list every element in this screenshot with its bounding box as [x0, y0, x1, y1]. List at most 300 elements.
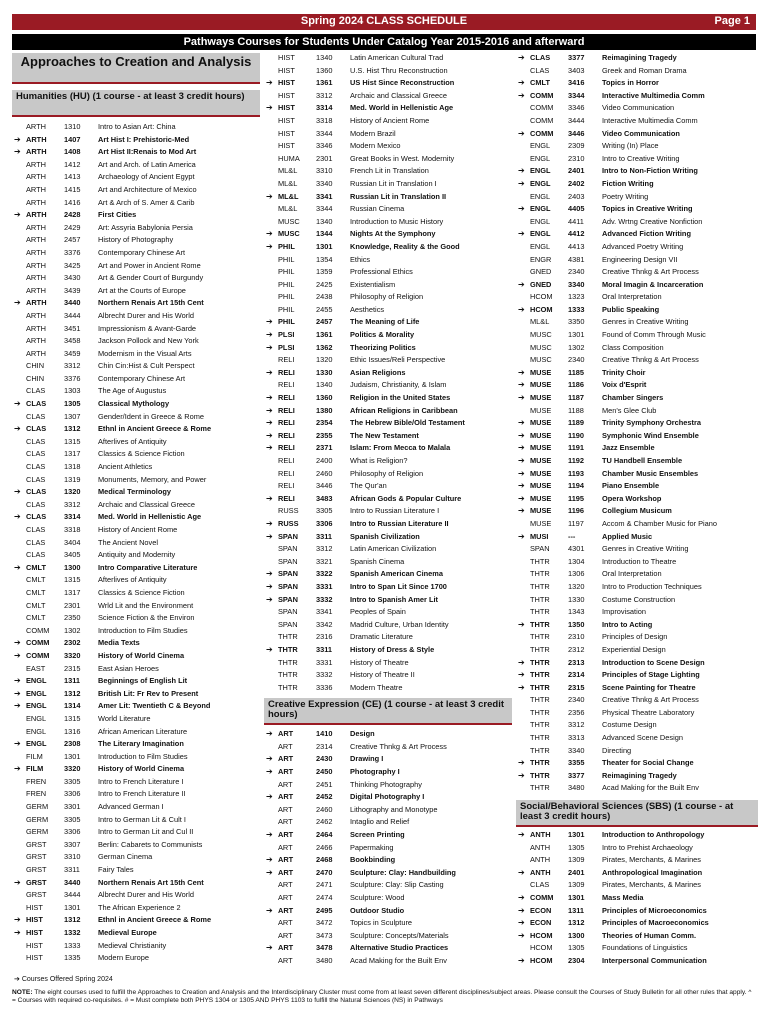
course-row	[516, 732, 758, 745]
course-number: 1307	[64, 411, 81, 421]
course-number: 2470	[316, 867, 333, 877]
course-row	[516, 291, 758, 304]
course-title: Voix d'Esprit	[602, 380, 647, 390]
course-subject: HIST	[278, 90, 295, 100]
course-number: 4405	[568, 204, 585, 214]
arrow-icon: ➔	[266, 241, 273, 251]
course-title: East Asian Heroes	[98, 663, 159, 673]
course-row	[264, 279, 512, 292]
course-title: History of Theatre	[350, 657, 409, 667]
course-subject: CLAS	[26, 449, 46, 459]
course-subject: ART	[278, 792, 294, 802]
course-subject: HIST	[26, 902, 43, 912]
course-title: Physical Theatre Laboratory	[602, 707, 695, 717]
course-number: 3444	[64, 310, 81, 320]
course-row	[12, 209, 260, 222]
course-subject: CLAS	[26, 512, 47, 522]
course-title: First Cities	[98, 210, 137, 220]
course-title: Directing	[602, 745, 632, 755]
course-row	[516, 455, 758, 468]
course-number: 3320	[64, 764, 81, 774]
course-title: History of Dress & Style	[350, 644, 435, 654]
course-subject: MUSE	[530, 393, 552, 403]
course-subject: ENGL	[530, 241, 551, 251]
arrow-icon: ➔	[518, 393, 525, 403]
course-title: Costume Design	[602, 720, 657, 730]
course-row	[516, 594, 758, 607]
course-number: 1197	[568, 518, 584, 528]
arrow-icon: ➔	[266, 905, 273, 915]
course-subject: CMLT	[26, 575, 46, 585]
course-row	[12, 877, 260, 890]
arrow-icon: ➔	[14, 512, 21, 522]
course-subject: MUSC	[278, 216, 300, 226]
course-title: Northern Renais Art 15th Cent	[98, 298, 204, 308]
course-subject: GRST	[26, 839, 47, 849]
course-number: 3405	[64, 550, 81, 560]
course-list-social-behavioral	[516, 829, 758, 968]
course-row	[264, 191, 512, 204]
arrow-icon: ➔	[266, 518, 273, 528]
course-title: Introduction to Film Studies	[98, 625, 188, 635]
course-row	[12, 675, 260, 688]
arrow-icon: ➔	[266, 792, 273, 802]
arrow-icon: ➔	[266, 418, 273, 428]
course-title: The Ancient Novel	[98, 537, 158, 547]
course-title: Mass Media	[602, 893, 644, 902]
course-subject: ART	[278, 893, 293, 902]
course-row	[264, 90, 512, 103]
arrow-icon: ➔	[518, 905, 525, 915]
course-number: 2460	[316, 468, 333, 478]
course-row	[516, 254, 758, 267]
course-number: 1320	[316, 355, 333, 365]
arrow-icon: ➔	[266, 644, 273, 654]
course-row	[264, 594, 512, 607]
course-subject: ARTH	[26, 285, 46, 295]
course-subject: CHIN	[26, 361, 45, 371]
course-subject: ANTH	[530, 867, 551, 877]
course-number: 3310	[64, 852, 81, 862]
course-number: 1413	[64, 172, 81, 182]
course-title: Northern Renais Art 15th Cent	[98, 877, 204, 887]
course-title: Engineering Design VII	[602, 254, 678, 264]
course-title: Art at the Courts of Europe	[98, 285, 186, 295]
course-row	[264, 379, 512, 392]
course-row	[12, 285, 260, 298]
course-row	[12, 914, 260, 927]
course-title: Intro to French Literature I	[98, 776, 184, 786]
course-subject: ECON	[530, 918, 552, 928]
arrow-icon: ➔	[266, 78, 273, 88]
course-subject: THTR	[530, 632, 550, 642]
course-subject: GRST	[26, 865, 47, 875]
course-row	[516, 304, 758, 317]
course-number: 1359	[316, 267, 333, 277]
course-subject: HIST	[278, 53, 295, 62]
course-number: 1193	[568, 468, 585, 478]
course-title: Symphonic Wind Ensemble	[602, 430, 699, 440]
course-number: 1315	[64, 436, 81, 446]
course-title: Sculpture: Clay: Handbuilding	[350, 867, 456, 877]
course-row	[264, 606, 512, 619]
course-row	[516, 228, 758, 241]
main-heading: Approaches to Creation and Analysis	[12, 53, 260, 84]
course-title: Accom & Chamber Music for Piano	[602, 518, 718, 528]
course-title: Principles of Macroeconomics	[602, 918, 709, 928]
course-subject: HIST	[278, 78, 295, 88]
course-title: Dramatic Literature	[350, 632, 413, 642]
page-number: Page 1	[714, 15, 750, 27]
arrow-icon: ➔	[266, 754, 273, 764]
course-title: Art Hist I: Prehistoric-Med	[98, 134, 190, 144]
course-subject: HCOM	[530, 955, 553, 965]
course-title: Ethics	[350, 254, 371, 264]
course-subject: HIST	[26, 928, 43, 937]
arrow-icon: ➔	[14, 638, 21, 648]
course-row	[264, 329, 512, 342]
course-title: Art and Power in Ancient Rome	[98, 260, 201, 270]
arrow-icon: ➔	[14, 764, 21, 774]
course-title: Oral Interpretation	[602, 569, 662, 579]
course-row	[12, 134, 260, 147]
subheader-bar: Pathways Courses for Students Under Catalog Year 2015-2016 and afterward	[12, 34, 756, 50]
course-title: Medical Terminology	[98, 487, 171, 497]
course-row	[516, 531, 758, 544]
course-number: 1301	[568, 830, 585, 840]
course-subject: CMLT	[26, 613, 46, 623]
course-number: 1340	[316, 53, 333, 62]
course-number: 1333	[64, 940, 81, 950]
arrow-icon: ➔	[266, 729, 273, 739]
course-subject: ART	[278, 754, 294, 764]
course-number: 2340	[568, 267, 585, 277]
course-title: Archaic and Classical Greece	[350, 90, 447, 100]
course-number: 1323	[568, 292, 585, 302]
course-row	[264, 291, 512, 304]
course-number: 3313	[568, 733, 585, 743]
course-title: Piano Ensemble	[602, 481, 660, 491]
course-number: 1335	[64, 953, 81, 963]
legend	[14, 975, 113, 983]
course-number: 1186	[568, 380, 585, 390]
course-title: Reimagining Tragedy	[602, 770, 677, 780]
course-subject: GERM	[26, 814, 49, 824]
column-1	[12, 52, 260, 965]
course-number: 1311	[568, 905, 585, 915]
course-subject: MUSE	[530, 506, 552, 516]
arrow-icon: ➔	[266, 229, 273, 239]
course-title: Advanced Scene Design	[602, 733, 683, 743]
course-title: Intro to Non-Fiction Writing	[602, 166, 698, 176]
course-title: Latin American Cultural Trad	[350, 53, 444, 62]
course-subject: HIST	[278, 115, 295, 125]
arrow-icon: ➔	[14, 562, 21, 572]
course-subject: MUSE	[530, 430, 552, 440]
arrow-icon: ➔	[518, 481, 525, 491]
course-subject: MUSE	[530, 456, 552, 465]
course-subject: RELI	[278, 443, 295, 453]
course-row	[516, 770, 758, 783]
course-title: History of World Cinema	[98, 650, 185, 660]
course-title: Madrid Culture, Urban Identity	[350, 619, 449, 629]
arrow-icon: ➔	[14, 298, 21, 308]
course-number: 3444	[64, 890, 81, 900]
course-number: 3336	[316, 682, 333, 692]
course-row	[516, 719, 758, 732]
course-number: 1320	[568, 581, 585, 591]
course-number: 3444	[568, 115, 585, 125]
course-subject: HIST	[278, 141, 295, 151]
course-row	[12, 688, 260, 701]
course-row	[12, 537, 260, 550]
course-subject: GRST	[26, 852, 47, 862]
course-row	[264, 442, 512, 455]
arrow-icon: ➔	[518, 955, 525, 965]
course-title: Photography I	[350, 767, 400, 777]
arrow-icon: ➔	[518, 456, 525, 465]
course-number: 1302	[568, 342, 585, 352]
course-subject: SPAN	[278, 544, 298, 554]
course-number: 2401	[568, 166, 585, 176]
course-subject: THTR	[530, 783, 550, 793]
course-row	[12, 549, 260, 562]
course-title: Lithography and Monotype	[350, 804, 438, 814]
arrow-icon: ➔	[14, 928, 21, 937]
course-number: 3440	[64, 877, 81, 887]
course-title: Theories of Human Comm.	[602, 930, 697, 940]
course-number: 2468	[316, 855, 333, 865]
course-number: 3483	[316, 493, 333, 503]
course-subject: ENGL	[530, 191, 551, 201]
course-subject: ART	[278, 955, 293, 965]
course-title: Existentialism	[350, 279, 396, 289]
course-subject: RELI	[278, 355, 295, 365]
arrow-icon: ➔	[518, 867, 525, 877]
course-row	[264, 568, 512, 581]
course-row	[12, 222, 260, 235]
course-title: Applied Music	[602, 531, 653, 541]
course-title: The Qur'an	[350, 481, 387, 491]
course-number: 1301	[64, 751, 81, 761]
course-row	[264, 682, 512, 695]
course-number: 4413	[568, 241, 585, 251]
course-subject: MUSE	[530, 468, 552, 478]
course-subject: MUSC	[530, 355, 552, 365]
course-title: Writing (In) Place	[602, 141, 659, 151]
course-title: Art: Assyria Babylonia Persia	[98, 222, 193, 232]
course-subject: RELI	[278, 393, 295, 403]
course-row	[516, 879, 758, 892]
course-row	[264, 543, 512, 556]
course-row	[516, 745, 758, 758]
course-title: Modern Europe	[98, 953, 149, 963]
course-number: 1309	[568, 880, 585, 890]
course-row	[264, 804, 512, 817]
course-subject: RELI	[278, 430, 295, 440]
course-subject: HIST	[26, 940, 43, 950]
course-list-humanities	[12, 121, 260, 965]
course-subject: ARTH	[26, 122, 46, 131]
course-number: 3306	[316, 518, 333, 528]
course-row	[264, 493, 512, 506]
course-row	[264, 266, 512, 279]
course-row	[12, 826, 260, 839]
arrow-icon: ➔	[518, 279, 525, 289]
course-number: 1301	[316, 241, 333, 251]
course-title: Islam: From Mecca to Malala	[350, 443, 451, 453]
course-title: African American Literature	[98, 726, 188, 736]
arrow-icon: ➔	[14, 701, 21, 711]
course-number: 2452	[316, 792, 333, 802]
course-row	[516, 829, 758, 842]
arrow-icon: ➔	[518, 758, 525, 768]
course-subject: ML&L	[530, 317, 550, 327]
course-title: Acad Making for the Built Env	[602, 783, 699, 793]
course-subject: GERM	[26, 827, 49, 837]
course-row	[264, 455, 512, 468]
course-row	[264, 531, 512, 544]
course-title: The African Experience 2	[98, 902, 181, 912]
course-number: 3320	[64, 650, 81, 660]
course-number: 3344	[316, 204, 333, 214]
course-subject: ART	[278, 930, 293, 940]
course-number: 3312	[64, 499, 81, 509]
course-number: 3310	[316, 166, 333, 176]
course-title: German Cinema	[98, 852, 153, 862]
course-title: Nights At the Symphony	[350, 229, 436, 239]
course-title: Albrecht Durer and His World	[98, 890, 194, 900]
course-subject: MUSC	[530, 330, 552, 340]
course-title: Genres in Creative Writing	[602, 317, 689, 327]
course-number: 1195	[568, 493, 585, 503]
course-subject: ARTH	[26, 134, 47, 144]
arrow-icon: ➔	[266, 393, 273, 403]
course-subject: RELI	[278, 456, 295, 465]
course-row	[12, 159, 260, 172]
course-number: 1188	[568, 405, 584, 415]
course-title: Med. World in Hellenistic Age	[98, 512, 202, 522]
arrow-icon: ➔	[266, 767, 273, 777]
course-row	[264, 354, 512, 367]
course-subject: ML&L	[278, 204, 298, 214]
course-number: 3480	[568, 783, 585, 793]
course-row	[264, 216, 512, 229]
course-number: 2429	[64, 222, 81, 232]
arrow-icon: ➔	[518, 78, 525, 88]
course-subject: SPAN	[278, 594, 298, 604]
course-number: 3472	[316, 918, 333, 928]
course-row	[12, 121, 260, 134]
arrow-icon: ➔	[266, 943, 273, 953]
course-title: Found of Comm Through Music	[602, 330, 706, 340]
course-subject: ART	[278, 804, 293, 814]
course-title: Monuments, Memory, and Power	[98, 474, 207, 484]
course-row	[12, 486, 260, 499]
arrow-icon: ➔	[266, 830, 273, 840]
course-subject: THTR	[530, 607, 550, 617]
course-row	[516, 505, 758, 518]
course-number: 1185	[568, 367, 585, 377]
course-number: 2354	[316, 418, 333, 428]
course-number: 2451	[316, 779, 333, 789]
course-number: 3332	[316, 670, 333, 680]
course-subject: COMM	[26, 650, 50, 660]
course-title: Asian Religions	[350, 367, 406, 377]
course-row	[516, 77, 758, 90]
course-row	[516, 65, 758, 78]
section-social-behavioral: Social/Behavioral Sciences (SBS) (1 course - at least 3 credit hours)	[516, 800, 758, 827]
course-subject: PHIL	[278, 254, 295, 264]
course-number: 2314	[316, 741, 333, 751]
course-number: 1196	[568, 506, 585, 516]
course-number: 1333	[568, 304, 585, 314]
course-row	[264, 140, 512, 153]
course-title: Classics & Science Fiction	[98, 449, 185, 459]
arrow-icon: ➔	[266, 405, 273, 415]
course-title: Latin American Civilization	[350, 544, 437, 554]
course-number: 2428	[64, 210, 81, 220]
course-number: 3446	[316, 481, 333, 491]
course-title: Interactive Multimedia Comm	[602, 115, 698, 125]
course-title: Medieval Christianity	[98, 940, 167, 950]
course-row	[264, 879, 512, 892]
course-subject: ARTH	[26, 222, 46, 232]
course-title: Albrecht Durer and His World	[98, 310, 194, 320]
course-title: Digital Photography I	[350, 792, 425, 802]
course-subject: ENGL	[530, 166, 551, 176]
course-row	[516, 354, 758, 367]
course-number: 1314	[64, 701, 81, 711]
course-subject: CLAS	[26, 499, 46, 509]
course-number: 3318	[64, 525, 81, 534]
arrow-icon: ➔	[518, 918, 525, 928]
course-number: 3322	[316, 569, 333, 579]
course-title: Modernism in the Visual Arts	[98, 348, 192, 358]
course-subject: ARTH	[26, 210, 47, 220]
course-row	[12, 952, 260, 965]
course-number: 3439	[64, 285, 81, 295]
course-row	[264, 342, 512, 355]
course-title: Archaic and Classical Greece	[98, 499, 195, 509]
course-subject: COMM	[530, 90, 554, 100]
course-subject: EAST	[26, 663, 46, 673]
course-title: British Lit: Fr Rev to Present	[98, 688, 199, 698]
course-number: 1360	[316, 393, 333, 403]
course-number: 3377	[568, 53, 585, 62]
course-title: Outdoor Studio	[350, 905, 405, 915]
course-row	[516, 707, 758, 720]
course-subject: ML&L	[278, 166, 298, 176]
course-subject: ARTH	[26, 197, 46, 207]
course-title: Alternative Studio Practices	[350, 943, 449, 953]
course-number: 2430	[316, 754, 333, 764]
course-title: Intro to Prehist Archaeology	[602, 842, 693, 852]
course-row	[12, 310, 260, 323]
course-subject: PHIL	[278, 279, 295, 289]
course-title: US Hist Since Reconstruction	[350, 78, 455, 88]
course-subject: ENGL	[26, 676, 47, 686]
course-row	[12, 776, 260, 789]
course-number: 2474	[316, 893, 333, 902]
course-title: Oral Interpretation	[602, 292, 662, 302]
course-subject: PHIL	[278, 241, 295, 251]
course-title: Ethic Issues/Reli Perspective	[350, 355, 446, 365]
arrow-icon: ➔	[518, 506, 525, 516]
course-number: 3312	[316, 90, 333, 100]
course-subject: COMM	[26, 625, 50, 635]
course-title: Introduction to Theatre	[602, 556, 677, 566]
